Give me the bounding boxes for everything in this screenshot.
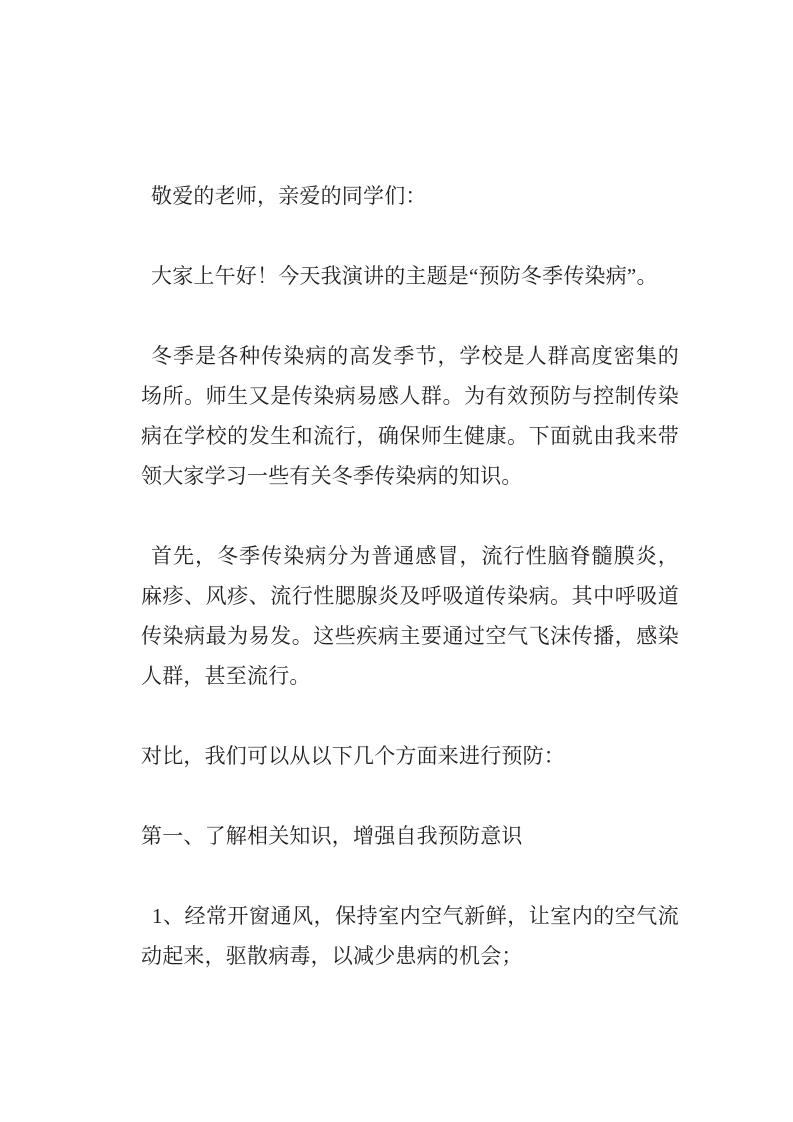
paragraph-disease-types: 首先，冬季传染病分为普通感冒，流行性脑脊髓膜炎，麻疹、风疹、流行性腮腺炎及呼吸道传染病。其中呼吸道传染病最为易发。这些疾病主要通过空气飞沫传播，感染人群，甚至流行。 bbox=[141, 544, 679, 688]
paragraph-greeting: 大家上午好！今天我演讲的主题是“预防冬季传染病”。 bbox=[151, 264, 658, 288]
paragraph-prevention-intro: 对比，我们可以从以下几个方面来进行预防： bbox=[141, 744, 565, 768]
heading-section-one: 第一、了解相关知识，增强自我预防意识 bbox=[141, 824, 523, 848]
document-body bbox=[141, 176, 679, 976]
list-item-1: 1、经常开窗通风，保持室内空气新鲜，让室内的空气流动起来，驱散病毒，以减少患病的机会； bbox=[141, 904, 679, 968]
paragraph-salutation: 敬爱的老师，亲爱的同学们： bbox=[151, 184, 427, 208]
paragraph-background: 冬季是各种传染病的高发季节，学校是人群高度密集的场所。师生又是传染病易感人群。为有效预防与控制传染病在学校的发生和流行，确保师生健康。下面就由我来带领大家学习一些有关冬季传染病的知识。 bbox=[141, 344, 679, 488]
